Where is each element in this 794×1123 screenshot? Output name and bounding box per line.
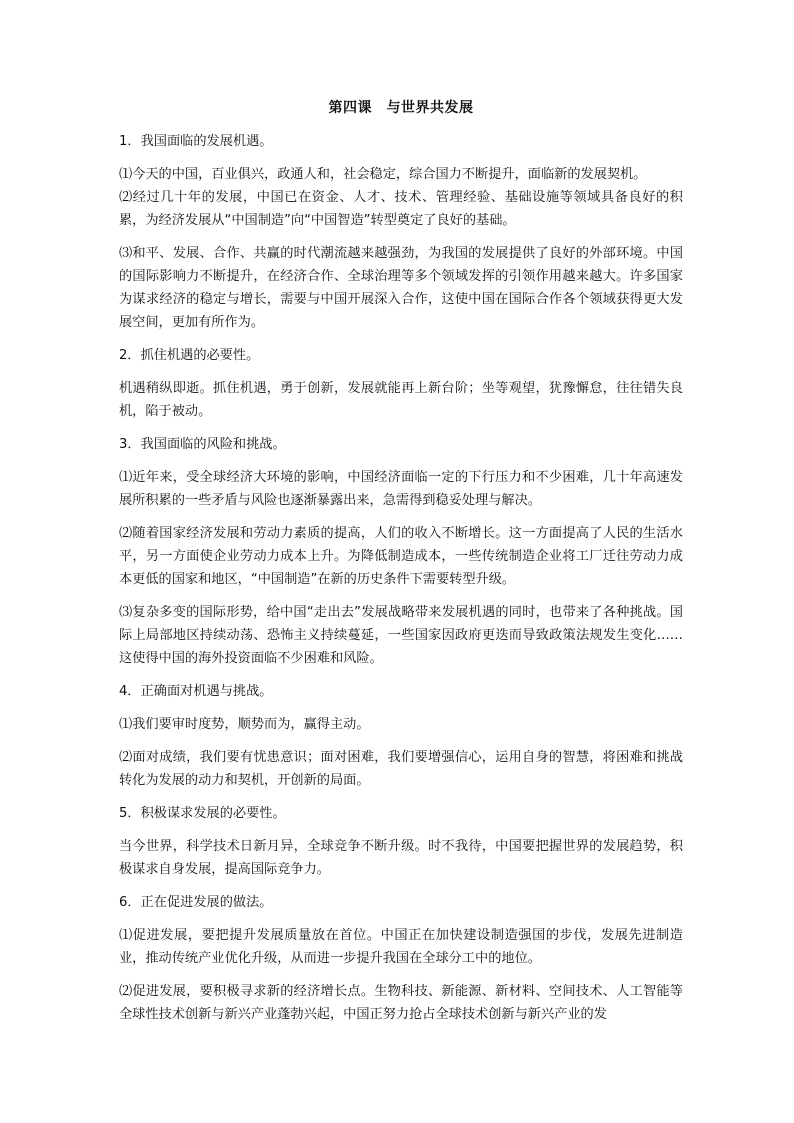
section-heading: 2．抓住机遇的必要性。 (119, 348, 260, 363)
section-heading: 4．正确面对机遇与挑战。 (119, 684, 273, 699)
page-title: 第四课 与世界共发展 (328, 100, 474, 116)
paragraph: ⑴促进发展，要把提升发展质量放在首位。中国正在加快建设制造强国的步伐，发展先进制造业，推动传统产业优化升级，从而进一步提升我国在全球分工中的地位。 (119, 928, 683, 966)
paragraph: ⑵随着国家经济发展和劳动力素质的提高，人们的收入不断增长。这一方面提高了人民的生活水平，另一方面使企业劳动力成本上升。为降低制造成本，一些传统制造企业将工厂迁往劳动力成本更低的国家和地区，“中国制造”在新的历史条件下需要转型升级。 (119, 526, 683, 587)
paragraph: ⑴今天的中国，百业俱兴，政通人和，社会稳定，综合国力不断提升，面临新的发展契机。 (119, 167, 647, 182)
paragraph: ⑵面对成绩，我们要有忧患意识；面对困难，我们要增强信心，运用自身的智慧，将困难和挑战转化为发展的动力和契机，开创新的局面。 (119, 750, 683, 788)
paragraph: ⑴我们要审时度势，顺势而为，赢得主动。 (119, 717, 370, 732)
document-page (119, 98, 683, 1036)
paragraph: ⑵经过几十年的发展，中国已在资金、人才、技术、管理经验、基础设施等领域具备良好的积累，为经济发展从“中国制造”向“中国智造”转型奠定了良好的基础。 (119, 190, 683, 228)
paragraph: 当今世界，科学技术日新月异，全球竞争不断升级。时不我待，中国要把握世界的发展趋势，积极谋求自身发展，提高国际竞争力。 (119, 839, 683, 877)
paragraph: ⑶和平、发展、合作、共赢的时代潮流越来越强劲，为我国的发展提供了良好的外部环境。中国的国际影响力不断提升，在经济合作、全球治理等多个领域发挥的引领作用越来越大。许多国家为谋求经济的稳定与增长，需要与中国开展深入合作，这使中国在国际合作各个领域获得更大发展空间，更加有所作为。 (119, 246, 683, 330)
section-heading: 3．我国面临的风险和挑战。 (119, 437, 286, 452)
section-heading: 5．积极谋求发展的必要性。 (119, 806, 286, 821)
section-heading: 6．正在促进发展的做法。 (119, 895, 273, 910)
paragraph: ⑵促进发展，要积极寻求新的经济增长点。生物科技、新能源、新材料、空间技术、人工智能等全球性技术创新与新兴产业蓬勃兴起，中国正努力抢占全球技术创新与新兴产业的发 (119, 984, 683, 1022)
paragraph: 机遇稍纵即逝。抓住机遇，勇于创新，发展就能再上新台阶；坐等观望，犹豫懈怠，往往错失良机，陷于被动。 (119, 381, 683, 419)
paragraph: ⑴近年来，受全球经济大环境的影响，中国经济面临一定的下行压力和不少困难，几十年高速发展所积累的一些矛盾与风险也逐渐暴露出来，急需得到稳妥处理与解决。 (119, 470, 683, 508)
section-heading: 1．我国面临的发展机遇。 (119, 134, 273, 149)
paragraph: ⑶复杂多变的国际形势，给中国“走出去”发展战略带来发展机遇的同时，也带来了各种挑战。国际上局部地区持续动荡、恐怖主义持续蔓延，一些国家因政府更迭而导致政策法规发生变化……这使得中国的海外投资面临不少困难和风险。 (119, 605, 683, 666)
